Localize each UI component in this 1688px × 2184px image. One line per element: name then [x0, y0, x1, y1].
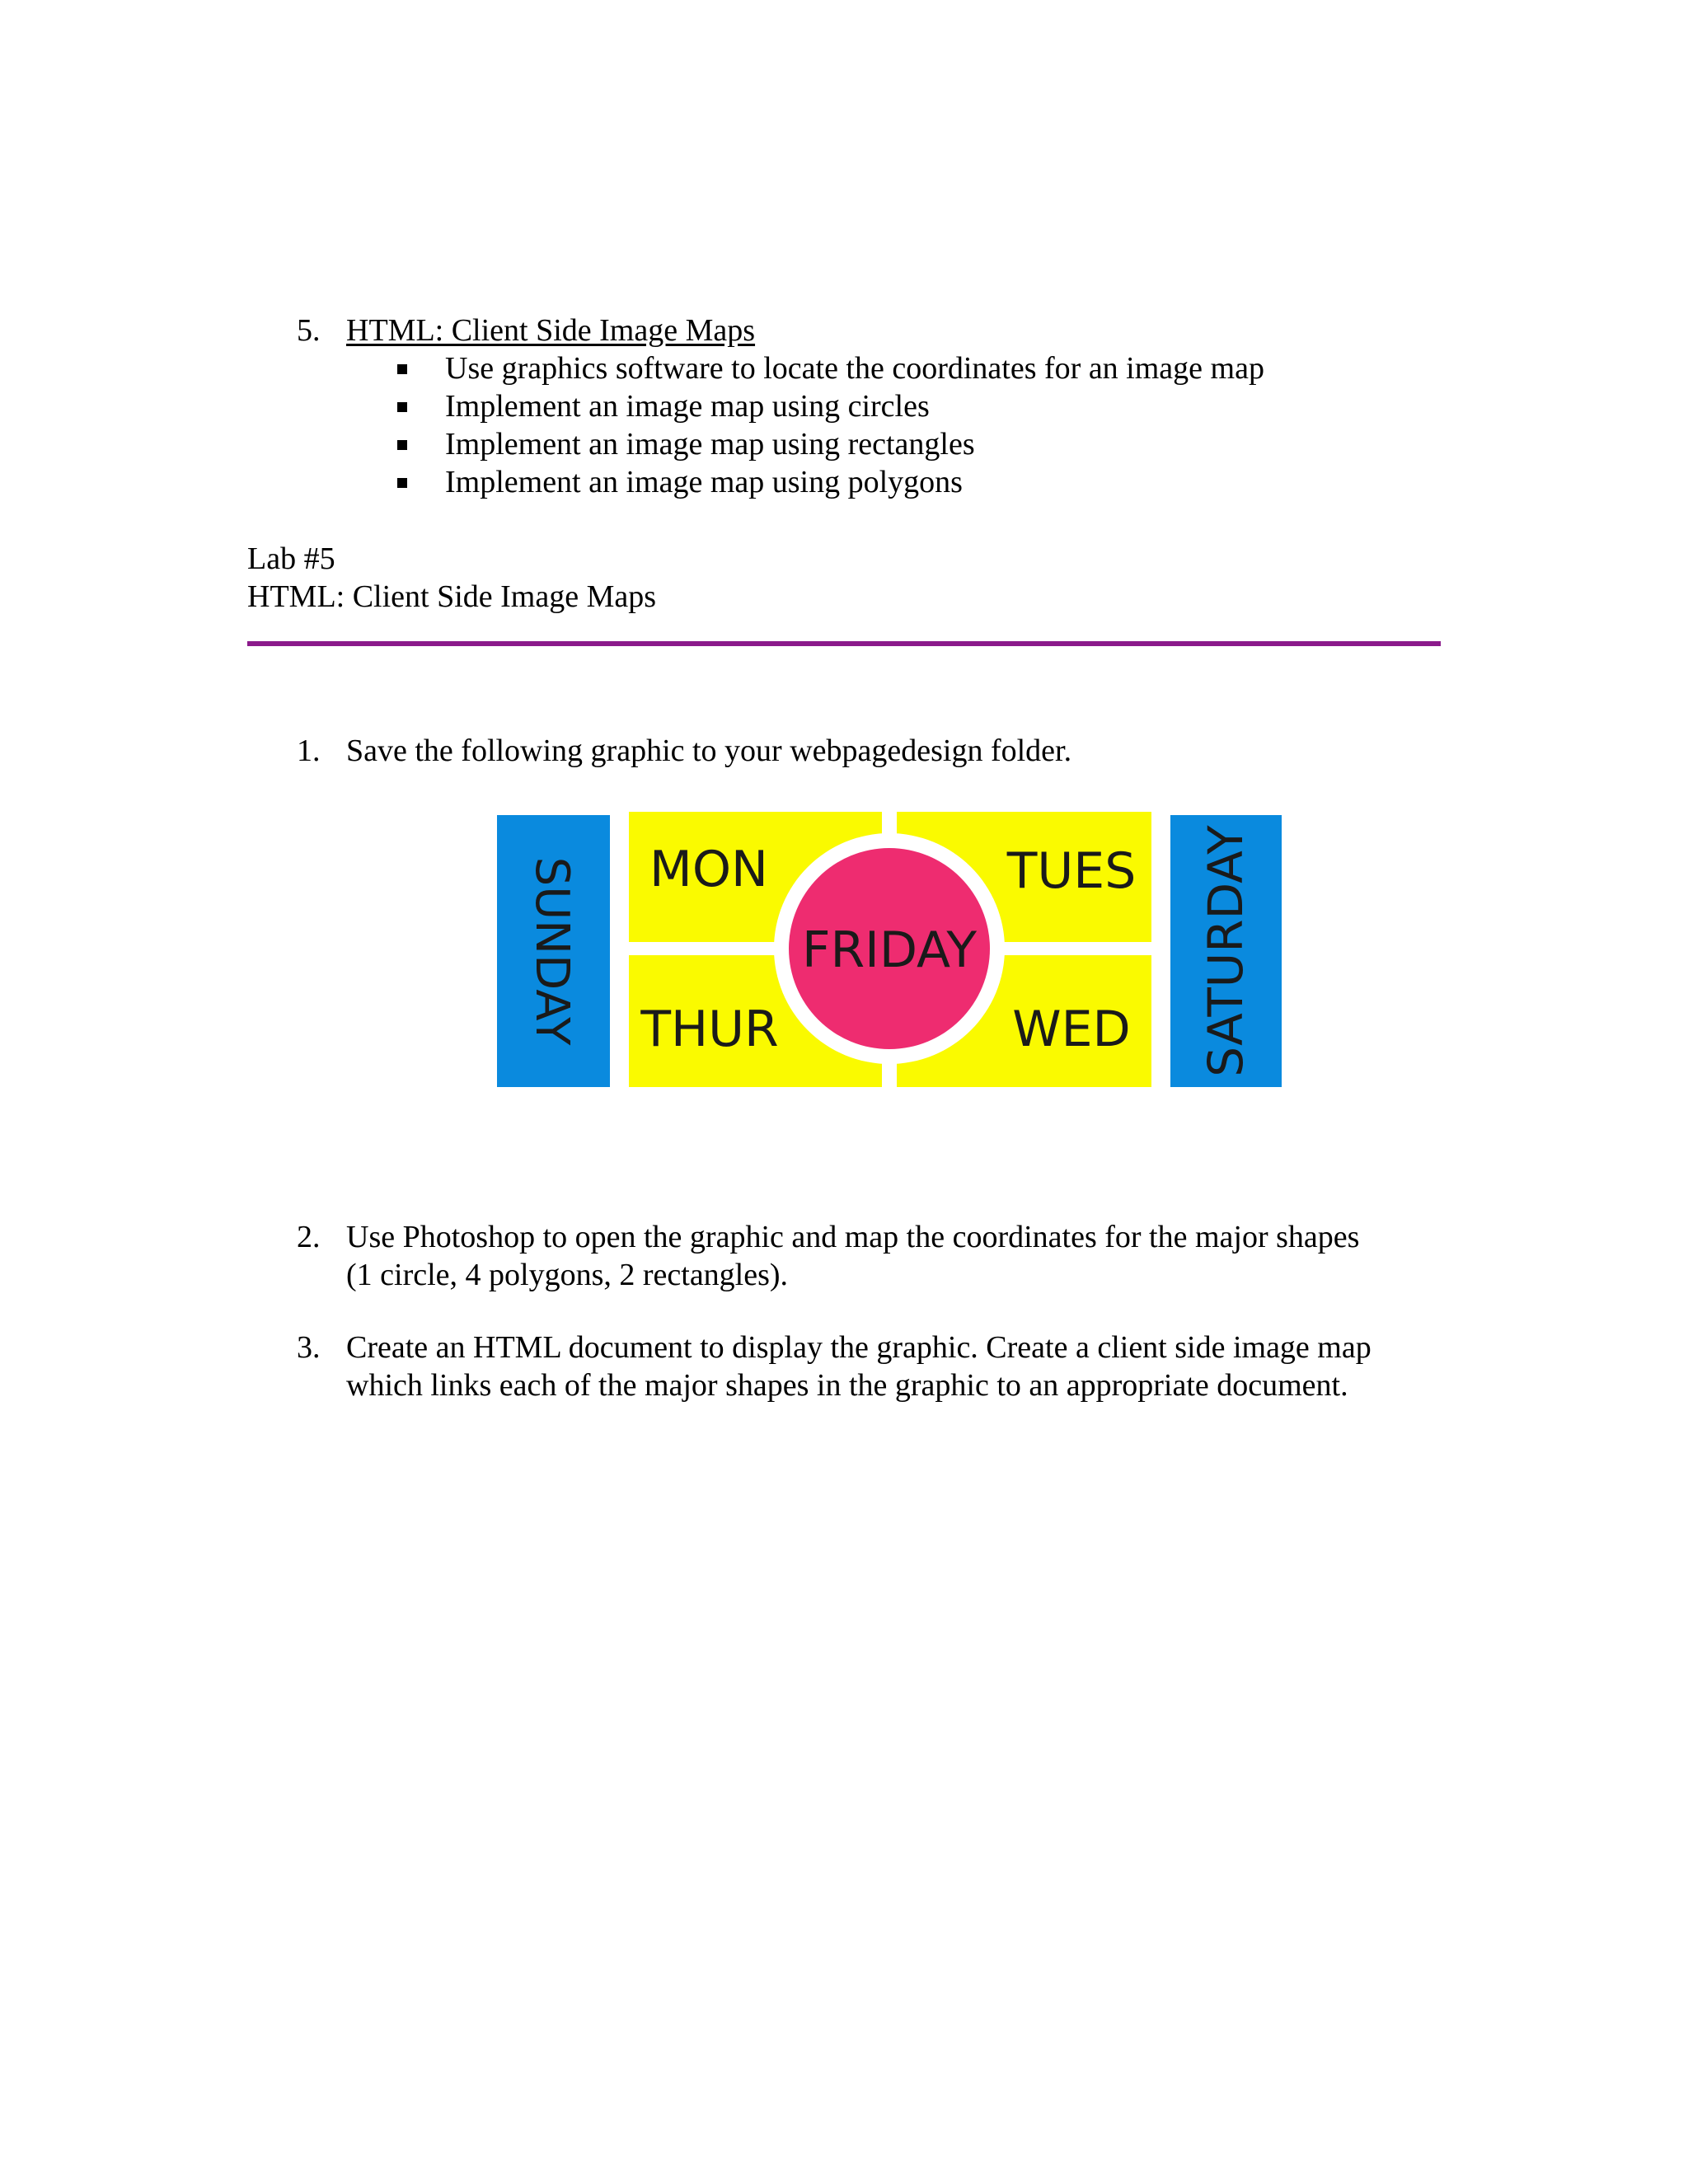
objective-bullet: Implement an image map using circles: [445, 389, 930, 424]
step-text: (1 circle, 4 polygons, 2 rectangles).: [346, 1258, 789, 1292]
objective-title: HTML: Client Side Image Maps: [346, 313, 756, 348]
objective-number: 5.: [297, 313, 321, 348]
step-number: 3.: [297, 1330, 321, 1365]
bullet-marker: [397, 402, 407, 412]
wednesday-label: WED: [1012, 1001, 1131, 1058]
step-text: Save the following graphic to your webpagedesign folder.: [346, 733, 1072, 768]
monday-label: MON: [649, 841, 768, 898]
step-number: 2.: [297, 1220, 321, 1254]
bullet-marker: [397, 440, 407, 450]
objective-bullet: Use graphics software to locate the coordinates for an image map: [445, 351, 1264, 386]
lab-title: HTML: Client Side Image Maps: [247, 579, 657, 614]
header-divider: [247, 641, 1441, 646]
objective-bullet: Implement an image map using polygons: [445, 465, 963, 499]
sunday-label: SUNDAY: [525, 856, 579, 1046]
saturday-label: SATURDAY: [1198, 825, 1254, 1077]
step-number: 1.: [297, 733, 321, 768]
objective-bullet: Implement an image map using rectangles: [445, 427, 975, 462]
step-text: Create an HTML document to display the graphic. Create a client side image map: [346, 1330, 1372, 1365]
lab-label: Lab #5: [247, 541, 335, 576]
step-text: Use Photoshop to open the graphic and map the coordinates for the major shapes: [346, 1220, 1360, 1254]
bullet-marker: [397, 364, 407, 374]
thursday-label: THUR: [640, 1001, 779, 1058]
step-text: which links each of the major shapes in the graphic to an appropriate document.: [346, 1368, 1348, 1403]
friday-label: FRIDAY: [801, 921, 978, 979]
bullet-marker: [397, 478, 407, 488]
tuesday-label: TUES: [1006, 842, 1137, 900]
days-of-week-graphic: [497, 812, 1282, 1090]
